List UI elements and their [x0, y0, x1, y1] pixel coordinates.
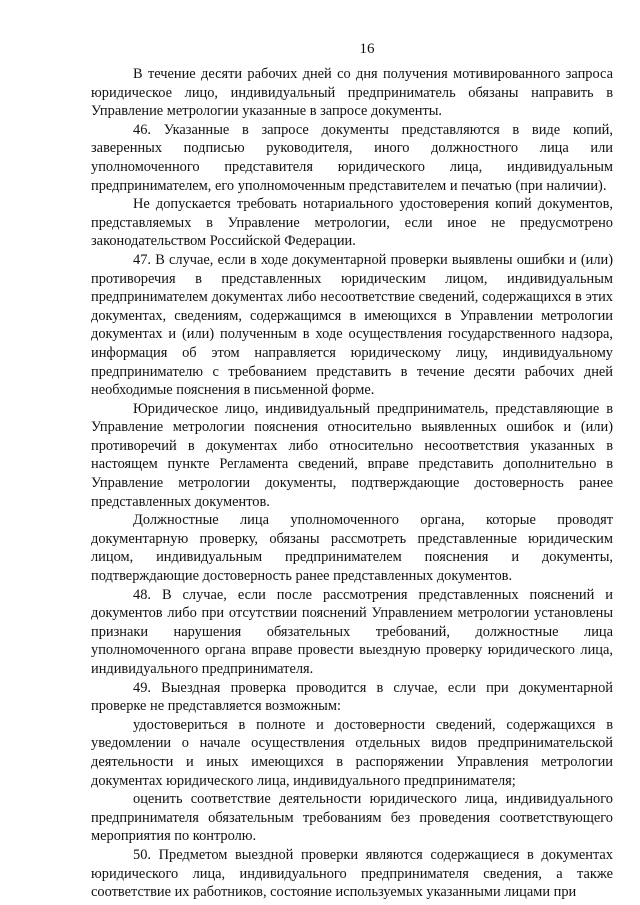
paragraph-48: 48. В случае, если после рассмотрения представленных пояснений и документов либо при отсутствии пояснений Управлением метрологии установлены признаки нарушения обязательных требований, должностные лица уполномоченного органа вправе провести выездную проверку юридического лица, индивидуального предпринимателя. — [91, 586, 613, 677]
page-number: 16 — [359, 41, 375, 57]
paragraph-49: 49. Выездная проверка проводится в случае, если при документарной проверке не представляется возможным: — [91, 679, 613, 715]
paragraph-explanations: Юридическое лицо, индивидуальный предприниматель, представляющие в Управление метрологии пояснения относительно выявленных ошибок и (или) противоречий в документах либо относительно несоответствия указанных в настоящем пункте Регламента сведений, вправе представить дополнительно в Управление метрологии документы, подтверждающие достоверность ранее представленных документов. — [91, 400, 613, 510]
paragraph-46: 46. Указанные в запросе документы представляются в виде копий, заверенных подписью руководителя, иного должностного лица или уполномоченного представителя юридического лица, индивидуальным предпринимателем, его уполномоченным представителем и печатью (при наличии). — [91, 121, 613, 194]
paragraph-49-item-verify: удостовериться в полноте и достоверности сведений, содержащихся в уведомлении о начале осуществления отдельных видов предпринимательской деятельности и иных имеющихся в распоряжении Управления метрологии документах юридического лица, индивидуального предпринимателя; — [91, 716, 613, 789]
paragraph-50: 50. Предметом выездной проверки являются содержащиеся в документах юридического лица, индивидуального предпринимателя сведения, а также соответствие их работников, состояние используемых указанными лицами при — [91, 846, 613, 901]
paragraph-notary: Не допускается требовать нотариального удостоверения копий документов, представляемых в Управление метрологии, если иное не предусмотрено законодательством Российской Федерации. — [91, 196, 613, 250]
paragraph-49-item-assess: оценить соответствие деятельности юридического лица, индивидуального предпринимателя обязательным требованиям без проведения соответствующего мероприятия по контролю. — [91, 791, 613, 845]
paragraph-officials: Должностные лица уполномоченного органа, которые проводят документарную проверку, обязаны рассмотреть представленные юридическим лицом, индивидуальным предпринимателем пояснения и документы, подтверждающие достоверность ранее представленных документов. — [91, 512, 613, 585]
paragraph-47: 47. В случае, если в ходе документарной проверки выявлены ошибки и (или) противоречия в представленных юридическим лицом, индивидуальным предпринимателем документах либо несоответствие сведений, содержащихся в этих документах, сведениям, содержащимся в имеющихся в Управлении метрологии документах и (или) полученным в ходе осуществления государственного надзора, информация об этом направляется юридическому лицу, индивидуальному предпринимателю с требованием представить в течение десяти рабочих дней необходимые пояснения в письменной форме. — [91, 251, 613, 399]
paragraph-request-deadline: В течение десяти рабочих дней со дня получения мотивированного запроса юридическое лицо, индивидуальный предприниматель обязаны направить в Управление метрологии указанные в запросе документы. — [91, 66, 613, 120]
